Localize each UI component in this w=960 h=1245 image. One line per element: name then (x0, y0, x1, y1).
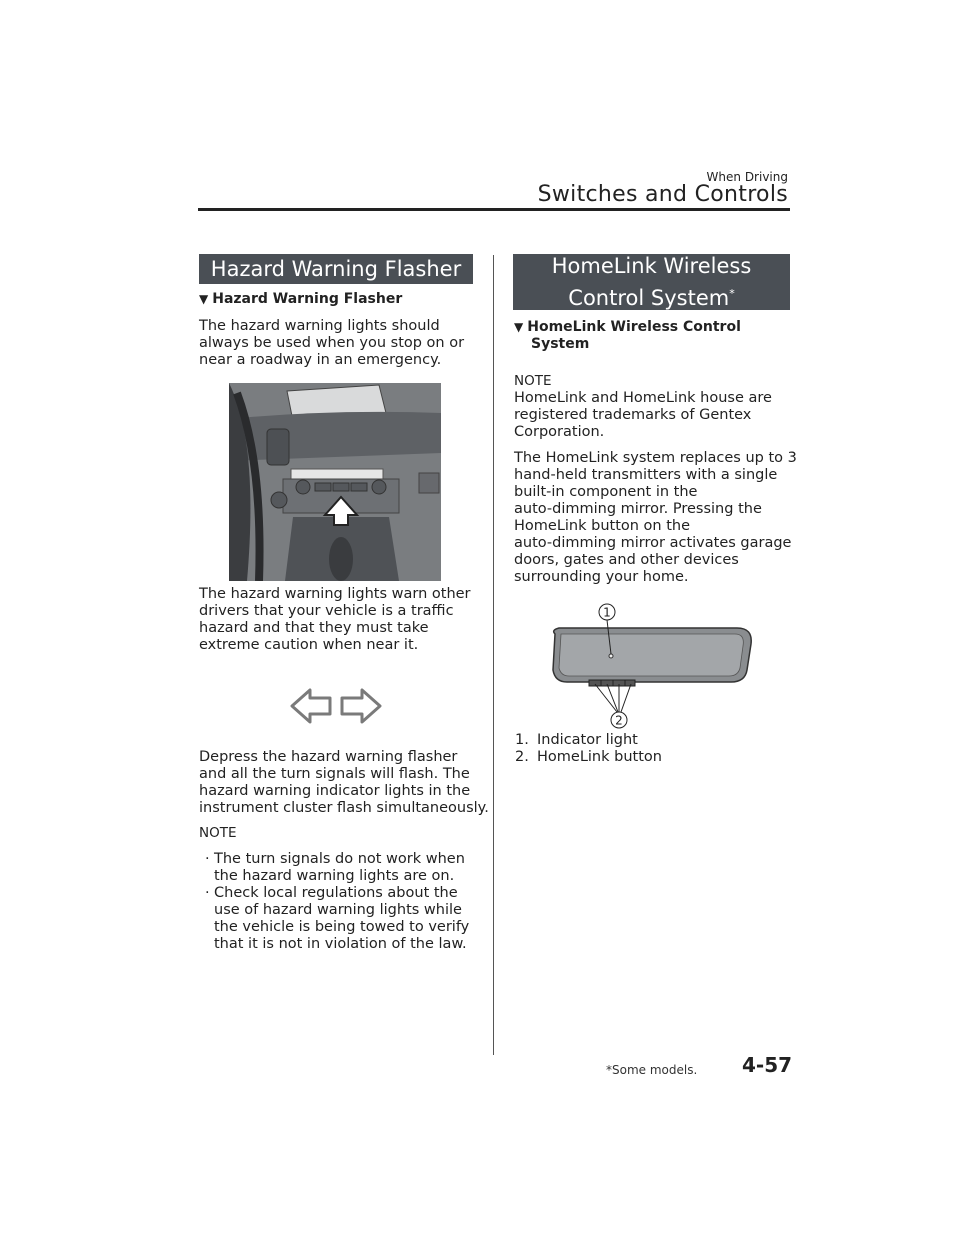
homelink-banner-line1: HomeLink Wireless (551, 253, 752, 278)
text-line: hazard warning indicator lights in the (199, 783, 471, 799)
homelink-subheading (514, 319, 741, 353)
hazard-note-list (200, 851, 480, 953)
footnote: *Some models. (606, 1063, 698, 1077)
callout-2: 2 (615, 713, 623, 728)
hazard-subheading (199, 291, 402, 308)
homelink-banner (513, 254, 790, 310)
text-line: doors, gates and other devices (514, 552, 739, 568)
hazard-para-3 (199, 749, 489, 817)
text-line: auto-dimming mirror activates garage (514, 535, 792, 551)
bullet-icon: · (205, 851, 210, 867)
text-line: The HomeLink system replaces up to 3 (514, 450, 797, 466)
homelink-subheading-text-2: System (531, 336, 590, 352)
text-line: registered trademarks of Gentex (514, 407, 752, 423)
text-line: extreme caution when near it. (199, 637, 419, 653)
item-number: 2. (515, 749, 529, 765)
text-line: and all the turn signals will flash. The (199, 766, 470, 782)
text-line: HomeLink button on the (514, 518, 691, 534)
page-number: 4-57 (742, 1053, 793, 1077)
text-line: HomeLink and HomeLink house are (514, 390, 772, 406)
text-line: Check local regulations about the (214, 885, 458, 901)
homelink-parts-list (515, 732, 662, 766)
item-label: HomeLink button (537, 749, 662, 765)
homelink-para (514, 450, 797, 586)
item-number: 1. (515, 732, 529, 748)
text-line: Depress the hazard warning flasher (199, 749, 458, 765)
homelink-note-label: NOTE (514, 373, 552, 389)
text-line: hazard and that they must take (199, 620, 429, 636)
hazard-para-1 (199, 318, 464, 369)
list-item (515, 749, 662, 766)
turn-signal-arrows-icon (290, 686, 382, 726)
text-line: instrument cluster flash simultaneously. (199, 800, 489, 816)
text-line: built-in component in the (514, 484, 698, 500)
homelink-banner-line2: Control System (568, 285, 730, 310)
homelink-note-text (514, 390, 772, 441)
hazard-subheading-text: Hazard Warning Flasher (212, 291, 403, 307)
text-line: the hazard warning lights are on. (214, 868, 455, 884)
hazard-banner (199, 254, 473, 284)
hazard-note-label: NOTE (199, 825, 237, 841)
text-line: use of hazard warning lights while (214, 902, 462, 918)
some-models-mark: * (729, 286, 735, 300)
homelink-subheading-text: HomeLink Wireless Control (527, 319, 741, 335)
callout-1: 1 (603, 605, 611, 620)
text-line: The hazard warning lights warn other (199, 586, 471, 602)
item-label: Indicator light (537, 732, 638, 748)
list-item (515, 732, 662, 749)
list-item (200, 851, 480, 885)
text-line: hand-held transmitters with a single (514, 467, 778, 483)
text-line: always be used when you stop on or (199, 335, 465, 351)
text-line: auto-dimming mirror. Pressing the (514, 501, 762, 517)
triangle-down-icon: ▼ (199, 292, 209, 306)
mirror-illustration (547, 600, 757, 730)
triangle-down-icon: ▼ (514, 320, 524, 334)
hazard-banner-title: Hazard Warning Flasher (210, 256, 462, 281)
header-rule (198, 208, 790, 211)
text-line: The turn signals do not work when (214, 851, 465, 867)
section-label: When Driving (706, 170, 788, 184)
list-item (200, 885, 480, 953)
hazard-para-2 (199, 586, 471, 654)
text-line: surrounding your home. (514, 569, 689, 585)
text-line: drivers that your vehicle is a traffic (199, 603, 454, 619)
text-line: Corporation. (514, 424, 605, 440)
text-line: near a roadway in an emergency. (199, 352, 442, 368)
text-line: the vehicle is being towed to verify (214, 919, 470, 935)
chapter-title: Switches and Controls (537, 182, 788, 207)
column-divider (493, 255, 494, 1055)
bullet-icon: · (205, 885, 210, 901)
dashboard-illustration (229, 383, 441, 581)
text-line: The hazard warning lights should (199, 318, 440, 334)
text-line: that it is not in violation of the law. (214, 936, 467, 952)
